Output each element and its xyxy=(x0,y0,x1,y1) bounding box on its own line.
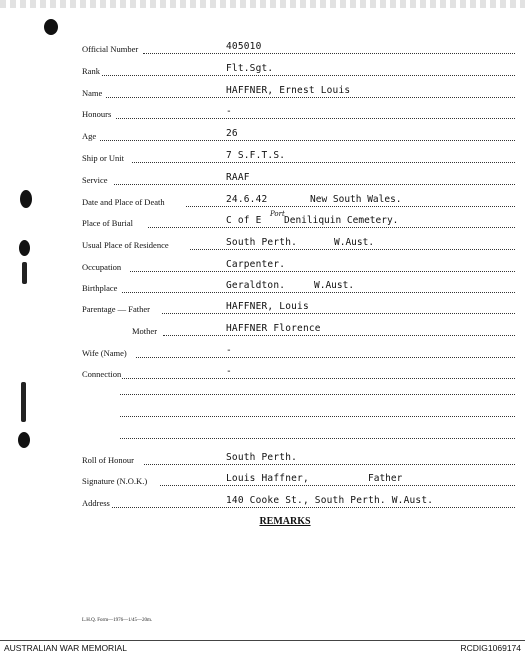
field-age xyxy=(0,129,525,145)
field-leader xyxy=(120,416,515,417)
field-value: South Perth. xyxy=(226,237,298,248)
field-value: 405010 xyxy=(226,41,262,52)
field-value: - xyxy=(226,345,232,356)
field-value: - xyxy=(226,106,232,117)
field-label: Address xyxy=(82,498,110,508)
field-leader xyxy=(120,438,515,439)
field-value: C of E xyxy=(226,215,262,226)
field-leader xyxy=(114,184,515,185)
field-leader xyxy=(132,162,515,163)
field-value-secondary: W.Aust. xyxy=(334,237,375,248)
field-parentage-father xyxy=(0,302,525,318)
archive-name: AUSTRALIAN WAR MEMORIAL xyxy=(4,643,127,653)
field-leader xyxy=(136,357,515,358)
field-label: Mother xyxy=(132,326,158,336)
field-label: Parentage — Father xyxy=(82,304,150,314)
field-leader xyxy=(186,206,515,207)
field-usual-residence xyxy=(0,238,525,254)
field-value: Geraldton. xyxy=(226,280,286,291)
field-leader xyxy=(162,313,515,314)
field-label: Usual Place of Residence xyxy=(82,240,169,250)
field-leader xyxy=(112,507,515,508)
field-label: Date and Place of Death xyxy=(82,197,165,207)
field-roll-of-honour xyxy=(0,453,525,469)
field-official-number xyxy=(0,42,525,58)
field-value: HAFFNER, Ernest Louis xyxy=(226,85,351,96)
field-leader xyxy=(116,118,515,119)
field-name xyxy=(0,86,525,102)
field-label: Birthplace xyxy=(82,283,118,293)
field-label: Name xyxy=(82,88,103,98)
field-label: Official Number xyxy=(82,44,139,54)
field-leader xyxy=(163,335,515,336)
field-value: Flt.Sgt. xyxy=(226,63,274,74)
field-value: HAFFNER Florence xyxy=(226,323,321,334)
field-leader xyxy=(160,485,515,486)
field-value: RAAF xyxy=(226,172,250,183)
field-value: - xyxy=(226,366,232,377)
field-label: Wife (Name) xyxy=(82,348,127,358)
field-value: 140 Cooke St., South Perth. W.Aust. xyxy=(226,495,434,506)
field-value: 24.6.42 xyxy=(226,194,268,205)
handwritten-annotation: Port xyxy=(270,210,285,218)
field-service xyxy=(0,173,525,189)
field-parentage-mother xyxy=(0,324,525,340)
field-label: Honours xyxy=(82,109,112,119)
field-label: Connection xyxy=(82,369,122,379)
field-label: Signature (N.O.K.) xyxy=(82,476,148,486)
field-birthplace xyxy=(0,281,525,297)
field-leader xyxy=(144,464,515,465)
blank-line xyxy=(0,383,525,399)
remarks-heading: REMARKS xyxy=(259,516,311,527)
field-value-secondary: New South Wales. xyxy=(310,194,402,205)
field-leader xyxy=(122,292,515,293)
field-occupation xyxy=(0,260,525,276)
field-rank xyxy=(0,64,525,80)
field-date-place-of-death xyxy=(0,195,525,211)
field-label: Age xyxy=(82,131,97,141)
scan-edge xyxy=(0,0,525,8)
field-address xyxy=(0,496,525,512)
field-leader xyxy=(190,249,515,250)
field-value: Carpenter. xyxy=(226,259,286,270)
field-value-secondary: Deniliquin Cemetery. xyxy=(284,215,399,226)
field-leader xyxy=(143,53,515,54)
field-value: 7 S.F.T.S. xyxy=(226,150,286,161)
field-label: Roll of Honour xyxy=(82,455,134,465)
field-value: 26 xyxy=(226,128,238,139)
field-value-secondary: W.Aust. xyxy=(314,280,355,291)
field-place-of-burial xyxy=(0,210,525,232)
field-leader xyxy=(130,271,515,272)
field-leader xyxy=(102,75,515,76)
field-leader xyxy=(148,227,515,228)
field-leader xyxy=(100,140,515,141)
field-wife xyxy=(0,346,525,362)
field-honours xyxy=(0,107,525,123)
field-value-secondary: Father xyxy=(368,473,403,484)
field-leader xyxy=(106,97,515,98)
blank-line xyxy=(0,405,525,421)
field-value: HAFFNER, Louis xyxy=(226,301,309,312)
blank-line xyxy=(0,427,525,443)
field-label: Place of Burial xyxy=(82,218,133,228)
field-label: Service xyxy=(82,175,108,185)
field-value: South Perth. xyxy=(226,452,298,463)
punch-hole xyxy=(44,19,58,35)
record-id: RCDIG1069174 xyxy=(460,643,521,653)
field-value: Louis Haffner, xyxy=(226,473,309,484)
field-label: Occupation xyxy=(82,262,122,272)
field-connection xyxy=(0,367,525,383)
field-label: Rank xyxy=(82,66,100,76)
field-leader xyxy=(122,378,515,379)
archive-footer xyxy=(0,640,525,655)
field-leader xyxy=(120,394,515,395)
field-signature-nok xyxy=(0,474,525,490)
field-ship-or-unit xyxy=(0,151,525,167)
field-label: Ship or Unit xyxy=(82,153,125,163)
form-print-code: L.H.Q. Form—1976—1/45—20m. xyxy=(82,618,153,623)
